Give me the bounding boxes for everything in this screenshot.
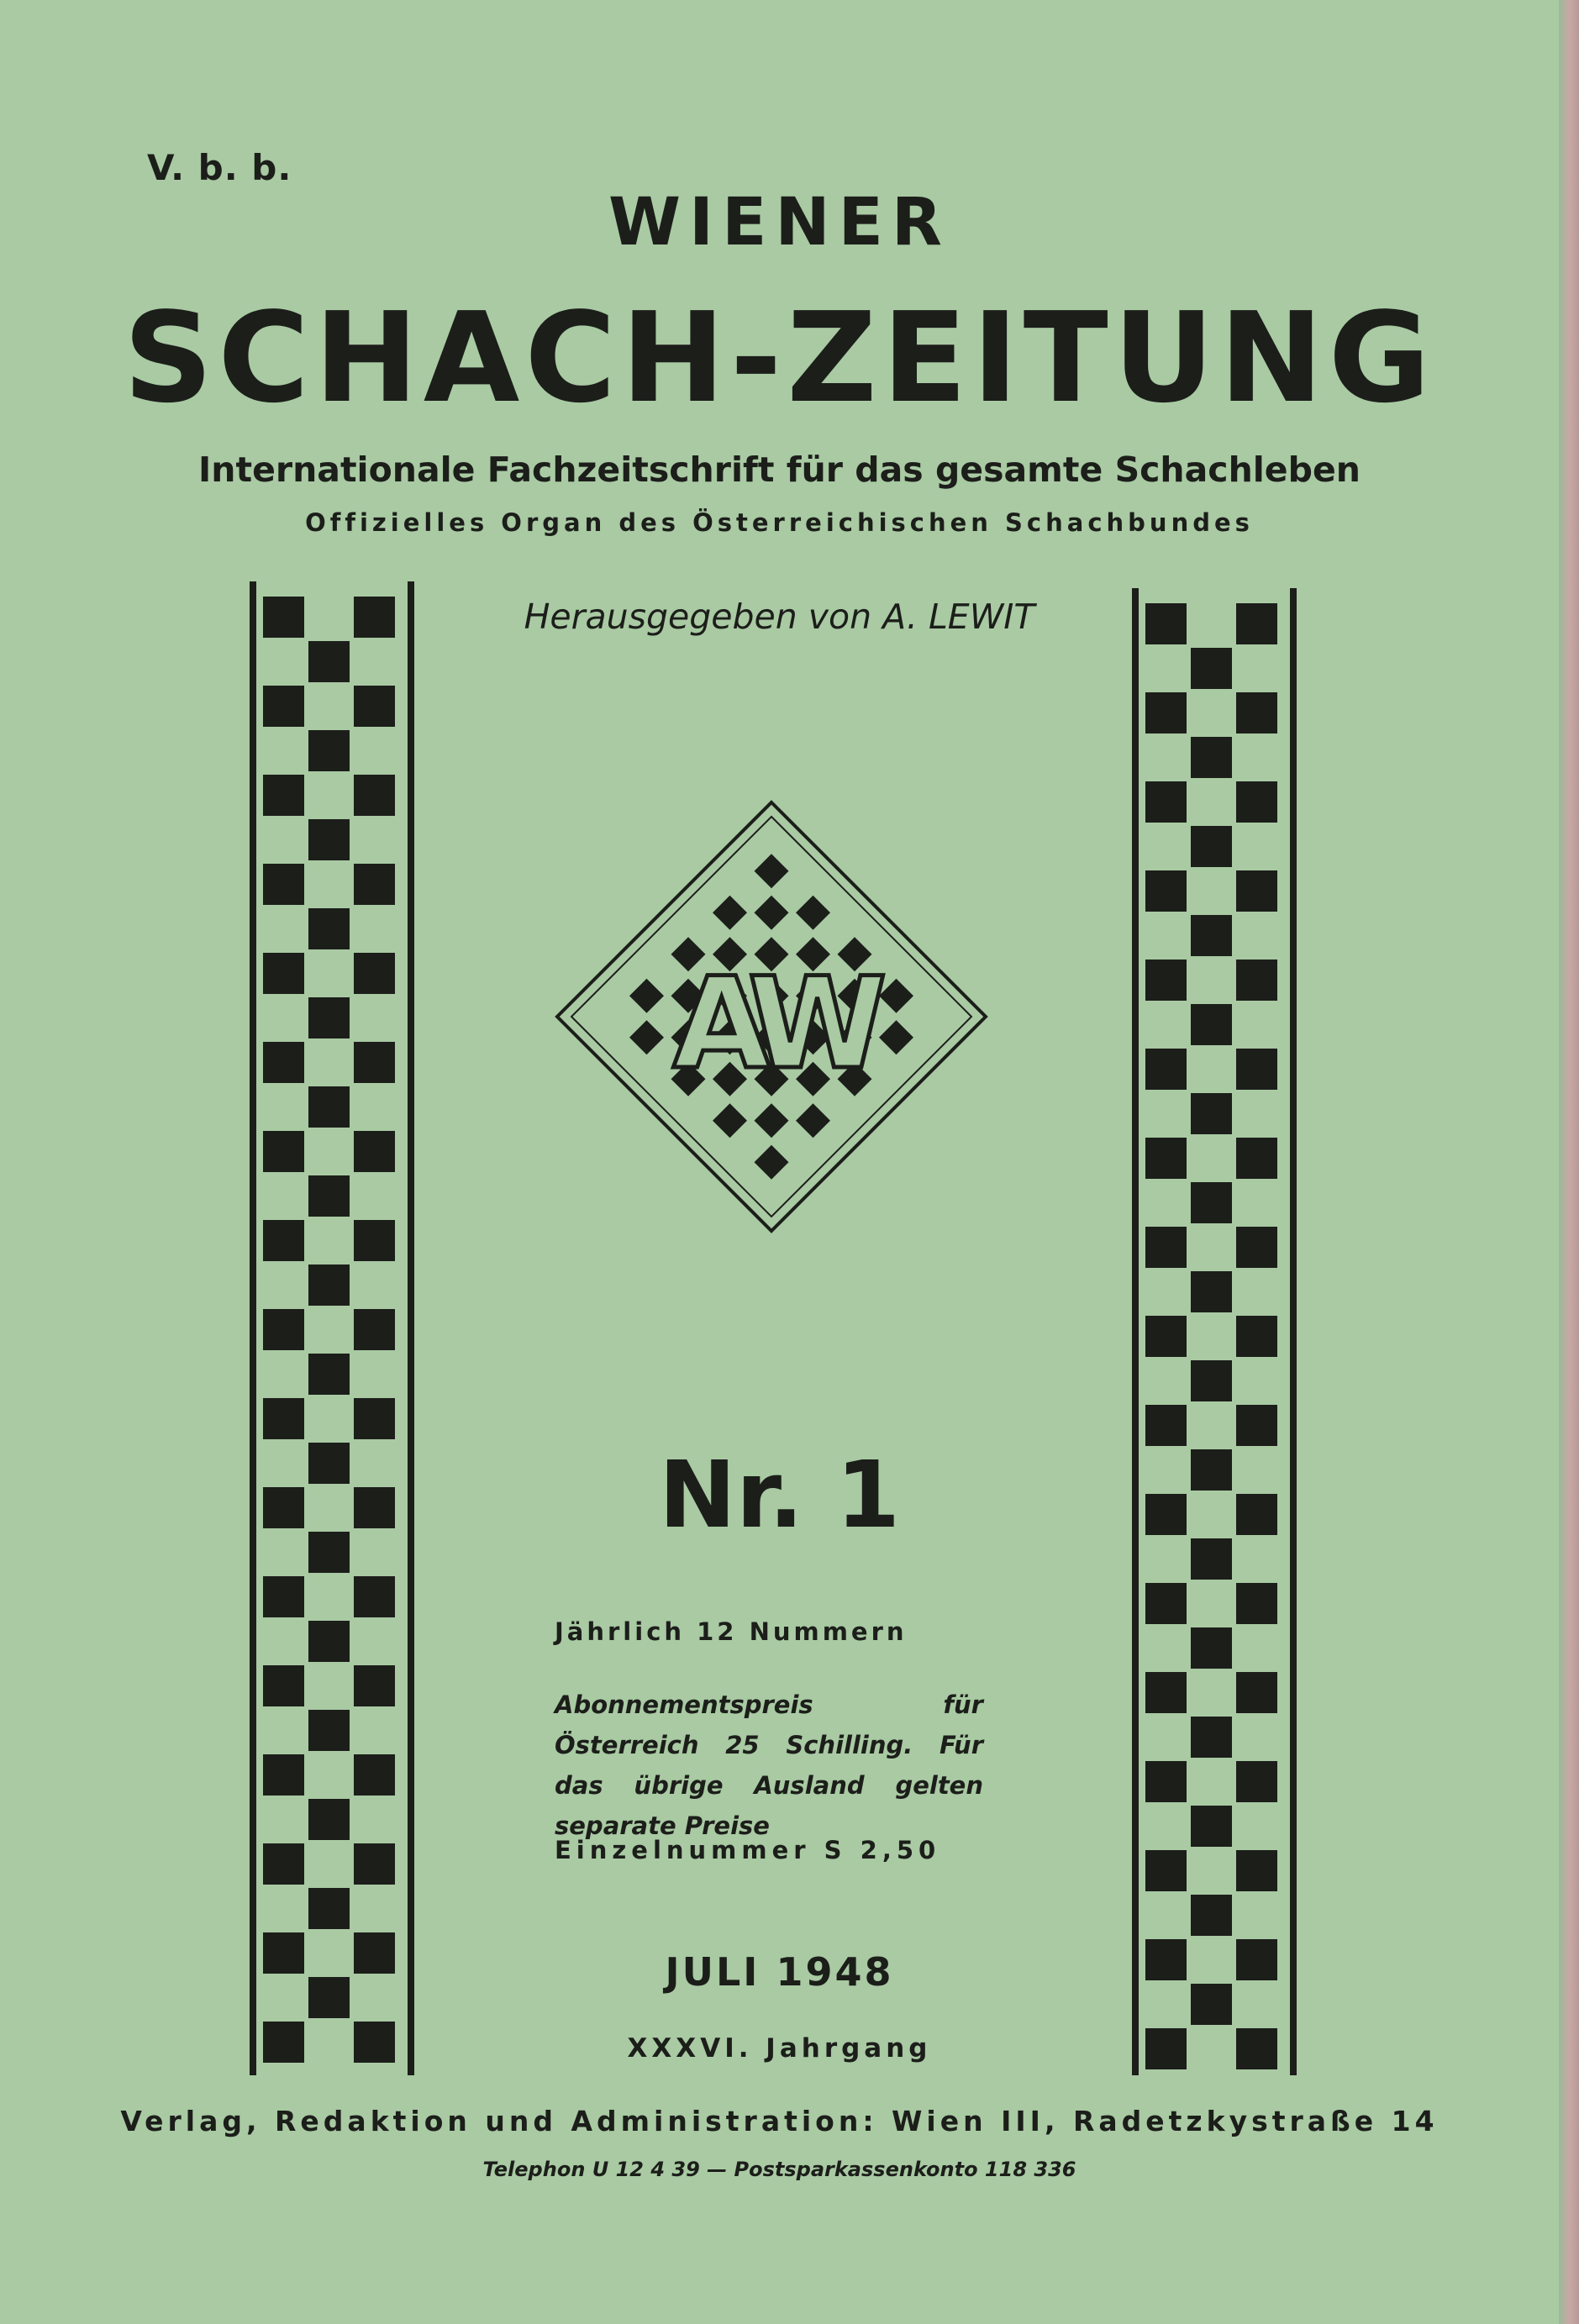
chessboard-emblem [553,798,990,1235]
emblem-letters: AW [672,951,871,1097]
title-main: SCHACH-ZEITUNG [123,286,1436,430]
editor-line: Herausgegeben von A. LEWIT [524,597,1035,637]
checkered-border-right [1130,588,1298,2075]
title-top: WIENER [608,185,950,260]
issue-number: Nr. 1 [658,1441,901,1548]
organ-line: Offizielles Organ des Österreichischen Schachbundes [305,508,1254,537]
issues-per-year: Jährlich 12 Nummern [555,1617,908,1646]
single-issue-price: Einzelnummer S 2,50 [555,1836,941,1864]
subscription-text: Abonnementspreis für Österreich 25 Schilling. Für das übrige Ausland gelten separate Preise [555,1690,983,1840]
volume: XXXVI. Jahrgang [627,2033,932,2064]
subtitle: Internationale Fachzeitschrift für das gesamte Schachleben [198,450,1361,490]
checkered-border-left [248,581,416,2075]
contact-line: Telephon U 12 4 39 — Postsparkassenkonto 118 336 [482,2158,1076,2181]
postal-marking: V. b. b. [147,147,292,188]
page-edge [1559,0,1579,2324]
publisher-address: Verlag, Redaktion und Administration: Wien III, Radetzkystraße 14 [120,2105,1439,2137]
issue-date: JULI 1948 [665,1949,894,1995]
